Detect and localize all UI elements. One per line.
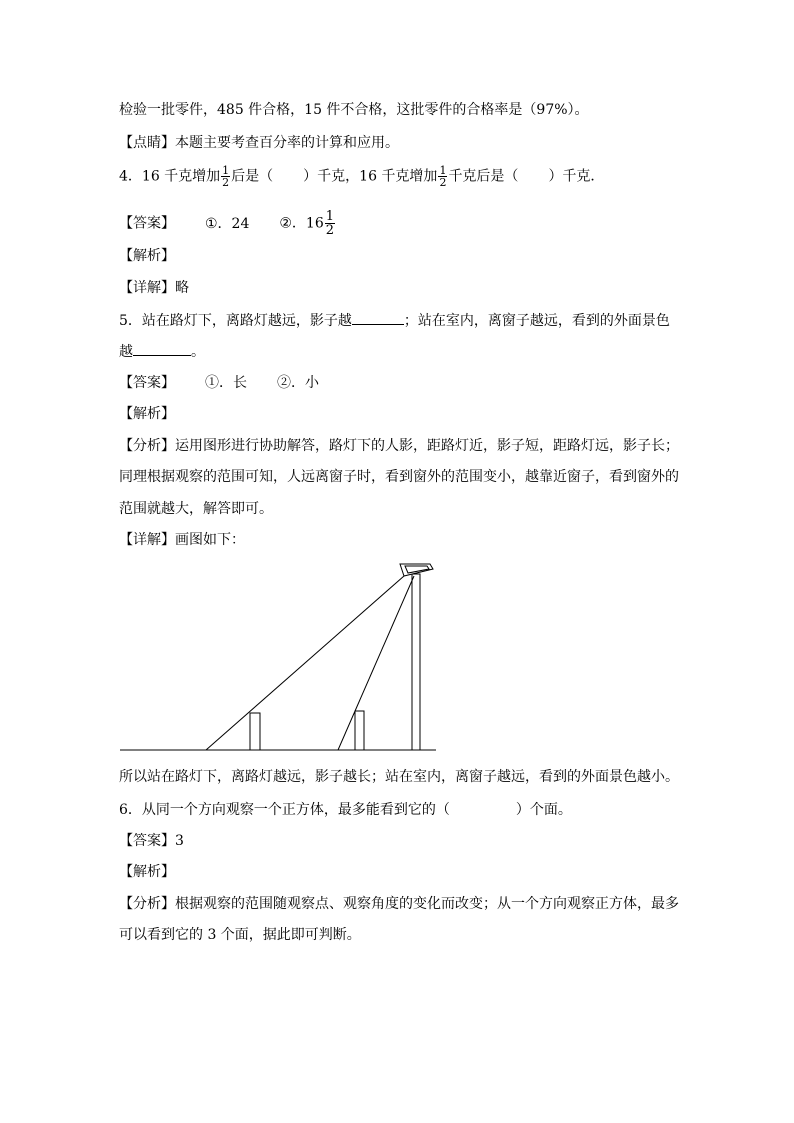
answer-item: ②．16 $\frac{1}{2}$ <box>279 209 335 238</box>
light-ray-near <box>338 576 414 750</box>
answer-label: 【答案】 <box>119 375 175 391</box>
analysis-line: 范围就越大，解答即可。 <box>119 501 273 517</box>
analysis-line: 【分析】根据观察的范围随观察点、观察角度的变化而改变；从一个方向观察正方体，最多 <box>119 896 679 912</box>
answer-blank <box>352 310 404 325</box>
answer-item: ①．24 <box>205 215 250 232</box>
q5-part: 越 <box>119 344 133 360</box>
answer-4 <box>119 210 679 237</box>
q4-part: 千克后是（ <box>448 168 519 185</box>
light-ray-far <box>206 576 404 750</box>
question-6 <box>119 800 679 820</box>
q4-part: 4．16 千克增加 <box>119 168 221 185</box>
text-line: 检验一批零件，485 件合格，15 件不合格，这批零件的合格率是（97%）。 <box>119 102 589 118</box>
far-person <box>250 713 260 750</box>
tip-line: 【点睛】本题主要考查百分率的计算和应用。 <box>119 135 399 151</box>
question-5-line1 <box>119 310 679 331</box>
q5-part: 5．站在路灯下，离路灯越远，影子越 <box>119 313 352 329</box>
streetlight-shadow-diagram <box>118 556 440 756</box>
detail-line: 【详解】略 <box>119 280 189 296</box>
near-person <box>355 711 364 750</box>
analysis-line: 同理根据观察的范围可知，人远离窗子时，看到窗外的范围变小，越靠近窗子，看到窗外的 <box>119 469 679 485</box>
question-4 <box>119 165 679 188</box>
conclusion-line: 所以站在路灯下，离路灯越远，影子越长；站在室内，离窗子越远，看到的外面景色越小。 <box>119 769 679 785</box>
analysis-heading: 【解析】 <box>119 248 175 264</box>
answer-label: 【答案】 <box>119 215 175 232</box>
detail-line: 【详解】画图如下： <box>119 532 245 548</box>
q6-part: ）个面。 <box>515 802 572 818</box>
q4-part: 后是（ <box>231 168 274 185</box>
fraction: $\frac{1}{2}$ <box>222 164 230 189</box>
lamp-pole <box>412 574 420 750</box>
answer-5 <box>119 373 679 393</box>
q5-part: ；站在室内，离窗子越远，看到的外面景色 <box>403 313 670 329</box>
q4-part: ）千克，16 千克增加 <box>303 168 438 185</box>
q4-part: ）千克． <box>548 168 605 185</box>
q6-part: 6．从同一个方向观察一个正方体，最多能看到它的（ <box>119 802 450 818</box>
analysis-heading: 【解析】 <box>119 406 175 422</box>
answer-6: 【答案】3 <box>119 833 184 849</box>
analysis-line: 【分析】运用图形进行协助解答，路灯下的人影，距路灯近，影子短，距路灯远，影子长； <box>119 438 679 454</box>
analysis-line: 可以看到它的 3 个面，据此即可判断。 <box>119 927 361 943</box>
fraction: $\frac{1}{2}$ <box>325 209 335 238</box>
question-5-line2 <box>119 341 679 362</box>
answer-item: ①．长 <box>205 375 247 391</box>
q5-part: 。 <box>191 344 205 360</box>
answer-item: ②．小 <box>277 375 319 391</box>
analysis-heading: 【解析】 <box>119 864 175 880</box>
answer-blank <box>133 341 191 356</box>
fraction: $\frac{1}{2}$ <box>439 164 447 189</box>
